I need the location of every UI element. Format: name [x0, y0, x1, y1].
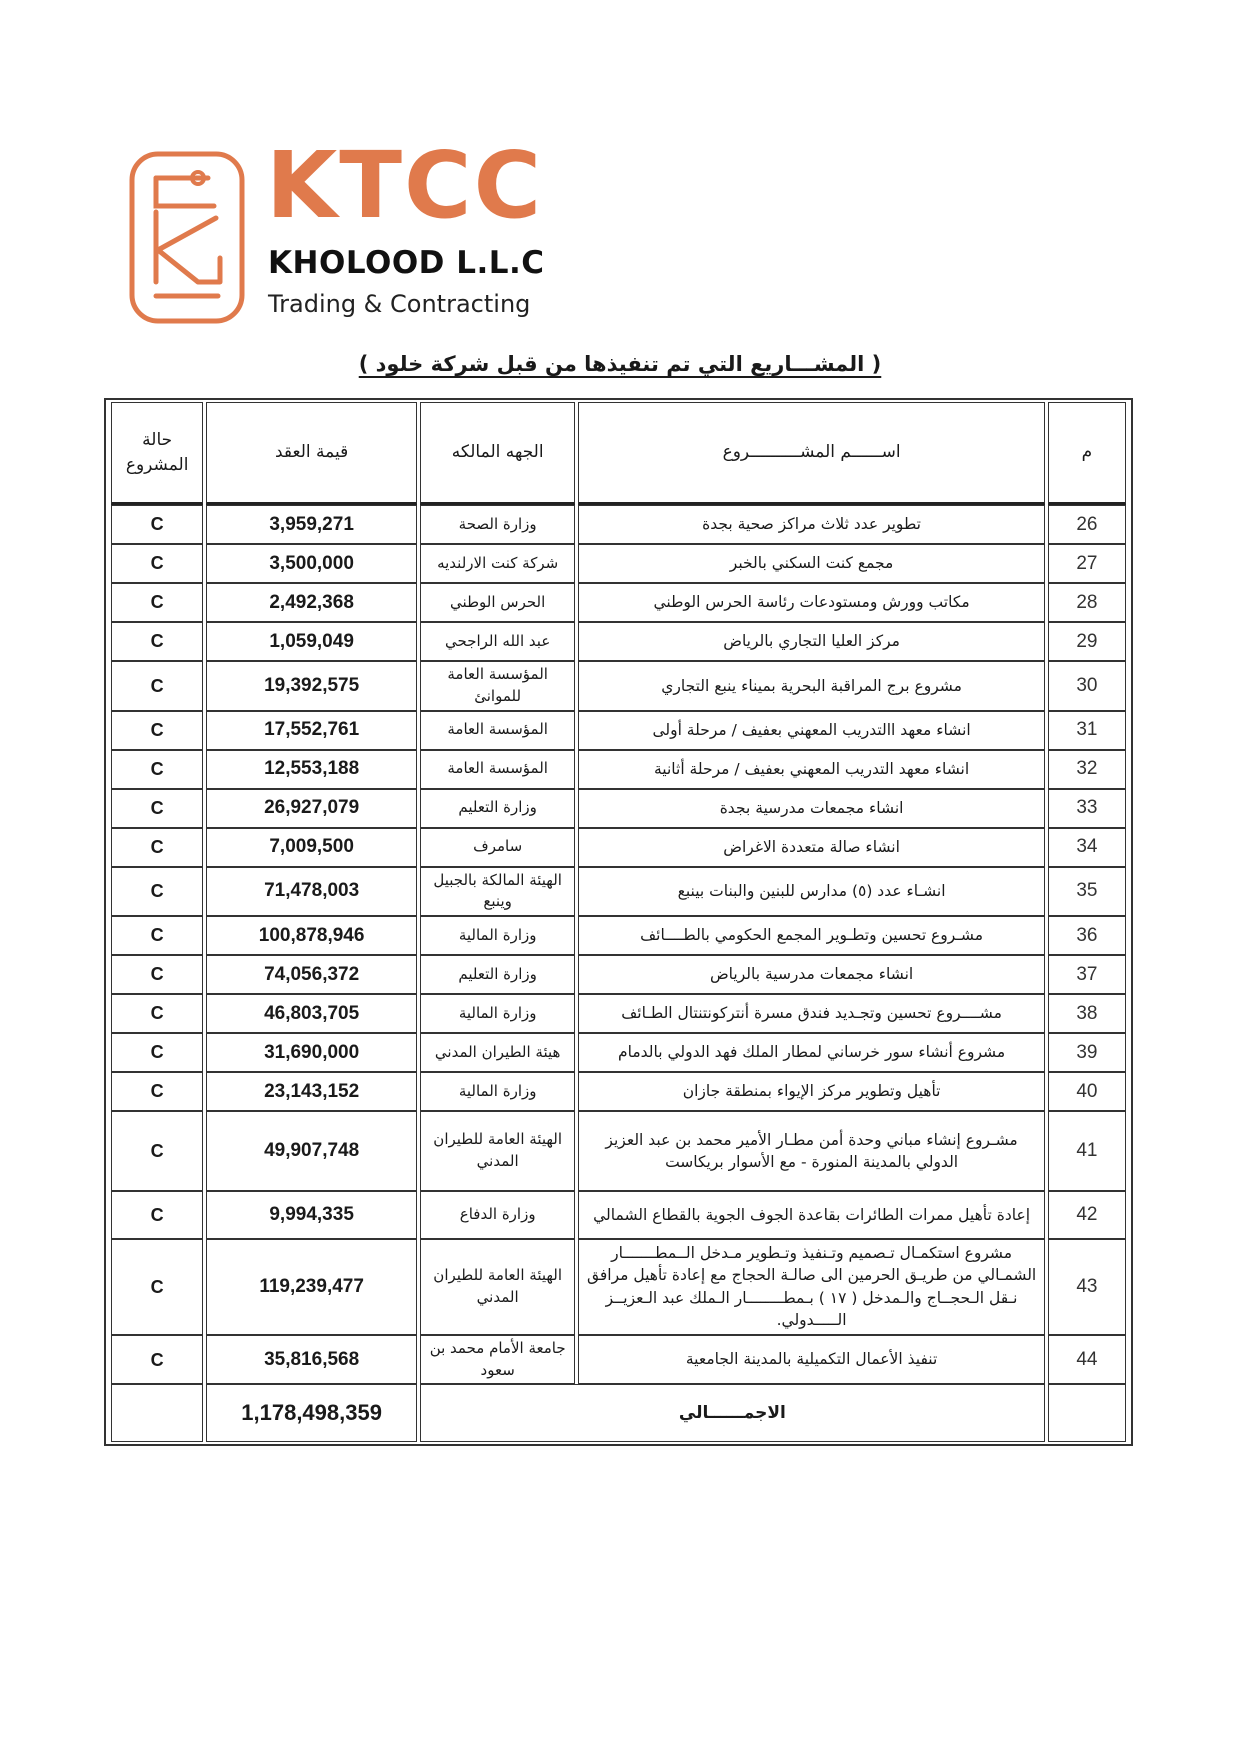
project-name-cell: مشروع استكمـال تـصميم وتـنفيذ وتـطوير مـدخل الــمطـــــــار الشمـالي من طريـق الحرمين الى صالـة الحجاج مع إعادة تأهيل مرافق نـقل الـحجــاج والـمدخل ( ١٧ ) بـمطــــــــار الـملك عبد الـعزيــز الـــــدولي.: [578, 1239, 1044, 1335]
status-cell: C: [111, 867, 203, 917]
status-cell: C: [111, 955, 203, 994]
total-empty-cell: [1048, 1384, 1126, 1442]
contract-value-cell: 17,552,761: [206, 711, 417, 750]
project-name-cell: مكاتب وورش ومستودعات رئاسة الحرس الوطني: [578, 583, 1044, 622]
contract-value-cell: 12,553,188: [206, 750, 417, 789]
contract-value-cell: 71,478,003: [206, 867, 417, 917]
row-number: 42: [1048, 1191, 1126, 1239]
contract-value-cell: 46,803,705: [206, 994, 417, 1033]
table-row: [111, 1191, 1126, 1239]
owner-cell: سامرف: [420, 828, 575, 867]
contract-value-cell: 3,500,000: [206, 544, 417, 583]
contract-value-cell: 74,056,372: [206, 955, 417, 994]
status-cell: C: [111, 1191, 203, 1239]
status-cell: C: [111, 583, 203, 622]
project-name-cell: مركز العليا التجاري بالرياض: [578, 622, 1044, 661]
logo-tagline: Trading & Contracting: [268, 290, 531, 318]
row-number: 34: [1048, 828, 1126, 867]
status-cell: C: [111, 916, 203, 955]
header-no: م: [1048, 402, 1126, 505]
table-row: [111, 583, 1126, 622]
table-row: [111, 505, 1126, 544]
owner-cell: الهيئة العامة للطيران المدني: [420, 1111, 575, 1191]
header-project-name: اســــــم المشــــــــــروع: [578, 402, 1044, 505]
status-cell: C: [111, 505, 203, 544]
contract-value-cell: 119,239,477: [206, 1239, 417, 1335]
table-row: [111, 1335, 1126, 1385]
owner-cell: المؤسسة العامة للموانئ: [420, 661, 575, 711]
owner-cell: وزارة المالية: [420, 916, 575, 955]
row-number: 41: [1048, 1111, 1126, 1191]
row-number: 31: [1048, 711, 1126, 750]
contract-value-cell: 1,059,049: [206, 622, 417, 661]
row-number: 30: [1048, 661, 1126, 711]
owner-cell: وزارة التعليم: [420, 955, 575, 994]
header-contract-value: قيمة العقد: [206, 402, 417, 505]
total-row: [111, 1384, 1126, 1442]
projects-table-frame: [104, 398, 1133, 1446]
project-name-cell: انشاء مجمعات مدرسية بجدة: [578, 789, 1044, 828]
project-name-cell: انشاء معهد التدريب المعهني بعفيف / مرحلة أثانية: [578, 750, 1044, 789]
projects-table: [108, 402, 1129, 1442]
table-row: [111, 544, 1126, 583]
row-number: 28: [1048, 583, 1126, 622]
table-row: [111, 994, 1126, 1033]
total-status-empty-cell: [111, 1384, 203, 1442]
status-cell: C: [111, 789, 203, 828]
table-row: [111, 955, 1126, 994]
project-name-cell: مجمع كنت السكني بالخبر: [578, 544, 1044, 583]
row-number: 32: [1048, 750, 1126, 789]
contract-value-cell: 100,878,946: [206, 916, 417, 955]
status-cell: C: [111, 750, 203, 789]
logo-brand-text: KTCC: [266, 132, 544, 239]
owner-cell: شركة كنت الارلنديه: [420, 544, 575, 583]
contract-value-cell: 7,009,500: [206, 828, 417, 867]
row-number: 44: [1048, 1335, 1126, 1385]
owner-cell: المؤسسة العامة: [420, 750, 575, 789]
project-name-cell: انشاء مجمعات مدرسية بالرياض: [578, 955, 1044, 994]
row-number: 29: [1048, 622, 1126, 661]
total-value: 1,178,498,359: [206, 1384, 417, 1442]
project-name-cell: إعادة تأهيل ممرات الطائرات بقاعدة الجوف الجوية بالقطاع الشمالي: [578, 1191, 1044, 1239]
status-cell: C: [111, 1072, 203, 1111]
table-header-row: [111, 402, 1126, 505]
row-number: 36: [1048, 916, 1126, 955]
owner-cell: وزارة المالية: [420, 1072, 575, 1111]
contract-value-cell: 9,994,335: [206, 1191, 417, 1239]
document-title: ( المشـــاريع التي تم تنفيذها من قبل شركة خلود ): [358, 352, 882, 376]
owner-cell: الهيئة المالكة بالجبيل وينبع: [420, 867, 575, 917]
row-number: 43: [1048, 1239, 1126, 1335]
project-name-cell: مشروع برج المراقبة البحرية بميناء ينبع التجاري: [578, 661, 1044, 711]
row-number: 39: [1048, 1033, 1126, 1072]
owner-cell: الحرس الوطني: [420, 583, 575, 622]
status-cell: C: [111, 1111, 203, 1191]
project-name-cell: مشــــروع تحسين وتجـديد فندق مسرة أنتركونتنتال الطـائف: [578, 994, 1044, 1033]
status-cell: C: [111, 711, 203, 750]
row-number: 33: [1048, 789, 1126, 828]
table-row: [111, 828, 1126, 867]
contract-value-cell: 31,690,000: [206, 1033, 417, 1072]
status-cell: C: [111, 1239, 203, 1335]
owner-cell: هيئة الطيران المدني: [420, 1033, 575, 1072]
owner-cell: وزارة الدفاع: [420, 1191, 575, 1239]
project-name-cell: تأهيل وتطوير مركز الإيواء بمنطقة جازان: [578, 1072, 1044, 1111]
table-row: [111, 1072, 1126, 1111]
owner-cell: جامعة الأمام محمد بن سعود: [420, 1335, 575, 1385]
project-name-cell: تنفيذ الأعمال التكميلية بالمدينة الجامعية: [578, 1335, 1044, 1385]
table-row: [111, 1239, 1126, 1335]
header-status: حالة المشروع: [111, 402, 203, 505]
status-cell: C: [111, 828, 203, 867]
table-row: [111, 867, 1126, 917]
contract-value-cell: 35,816,568: [206, 1335, 417, 1385]
contract-value-cell: 3,959,271: [206, 505, 417, 544]
table-row: [111, 1111, 1126, 1191]
table-row: [111, 750, 1126, 789]
header-owner: الجهه المالكه: [420, 402, 575, 505]
table-row: [111, 622, 1126, 661]
total-label: الاجمــــــالي: [420, 1384, 1045, 1442]
table-row: [111, 789, 1126, 828]
owner-cell: الهيئة العامة للطيران المدني: [420, 1239, 575, 1335]
table-row: [111, 1033, 1126, 1072]
contract-value-cell: 49,907,748: [206, 1111, 417, 1191]
project-name-cell: مشروع أنشاء سور خرساني لمطار الملك فهد الدولي بالدمام: [578, 1033, 1044, 1072]
status-cell: C: [111, 544, 203, 583]
status-cell: C: [111, 622, 203, 661]
company-logo: [128, 132, 598, 330]
row-number: 40: [1048, 1072, 1126, 1111]
owner-cell: وزارة المالية: [420, 994, 575, 1033]
table-row: [111, 916, 1126, 955]
project-name-cell: انشاء معهد االتدريب المعهني بعفيف / مرحلة أولى: [578, 711, 1044, 750]
project-name-cell: مشـروع إنشاء مباني وحدة أمن مطـار الأمير محمد بن عبد العزيز الدولي بالمدينة المنورة - مع الأسوار بريكاست: [578, 1111, 1044, 1191]
row-number: 35: [1048, 867, 1126, 917]
owner-cell: وزارة الصحة: [420, 505, 575, 544]
row-number: 37: [1048, 955, 1126, 994]
owner-cell: عبد الله الراجحي: [420, 622, 575, 661]
row-number: 38: [1048, 994, 1126, 1033]
contract-value-cell: 2,492,368: [206, 583, 417, 622]
project-name-cell: مشـروع تحسين وتطـوير المجمع الحكومي بالطــــائف: [578, 916, 1044, 955]
row-number: 26: [1048, 505, 1126, 544]
contract-value-cell: 19,392,575: [206, 661, 417, 711]
owner-cell: المؤسسة العامة: [420, 711, 575, 750]
owner-cell: وزارة التعليم: [420, 789, 575, 828]
logo-company-name: KHOLOOD L.L.C: [268, 245, 545, 281]
project-name-cell: انشاء صالة متعددة الاغراض: [578, 828, 1044, 867]
status-cell: C: [111, 994, 203, 1033]
status-cell: C: [111, 661, 203, 711]
table-row: [111, 711, 1126, 750]
table-row: [111, 661, 1126, 711]
row-number: 27: [1048, 544, 1126, 583]
status-cell: C: [111, 1335, 203, 1385]
contract-value-cell: 23,143,152: [206, 1072, 417, 1111]
ktcc-logo-mark-icon: [128, 150, 246, 325]
project-name-cell: انشـاء عدد (٥) مدارس للبنين والبنات بينبع: [578, 867, 1044, 917]
contract-value-cell: 26,927,079: [206, 789, 417, 828]
project-name-cell: تطوير عدد ثلاث مراكز صحية بجدة: [578, 505, 1044, 544]
status-cell: C: [111, 1033, 203, 1072]
